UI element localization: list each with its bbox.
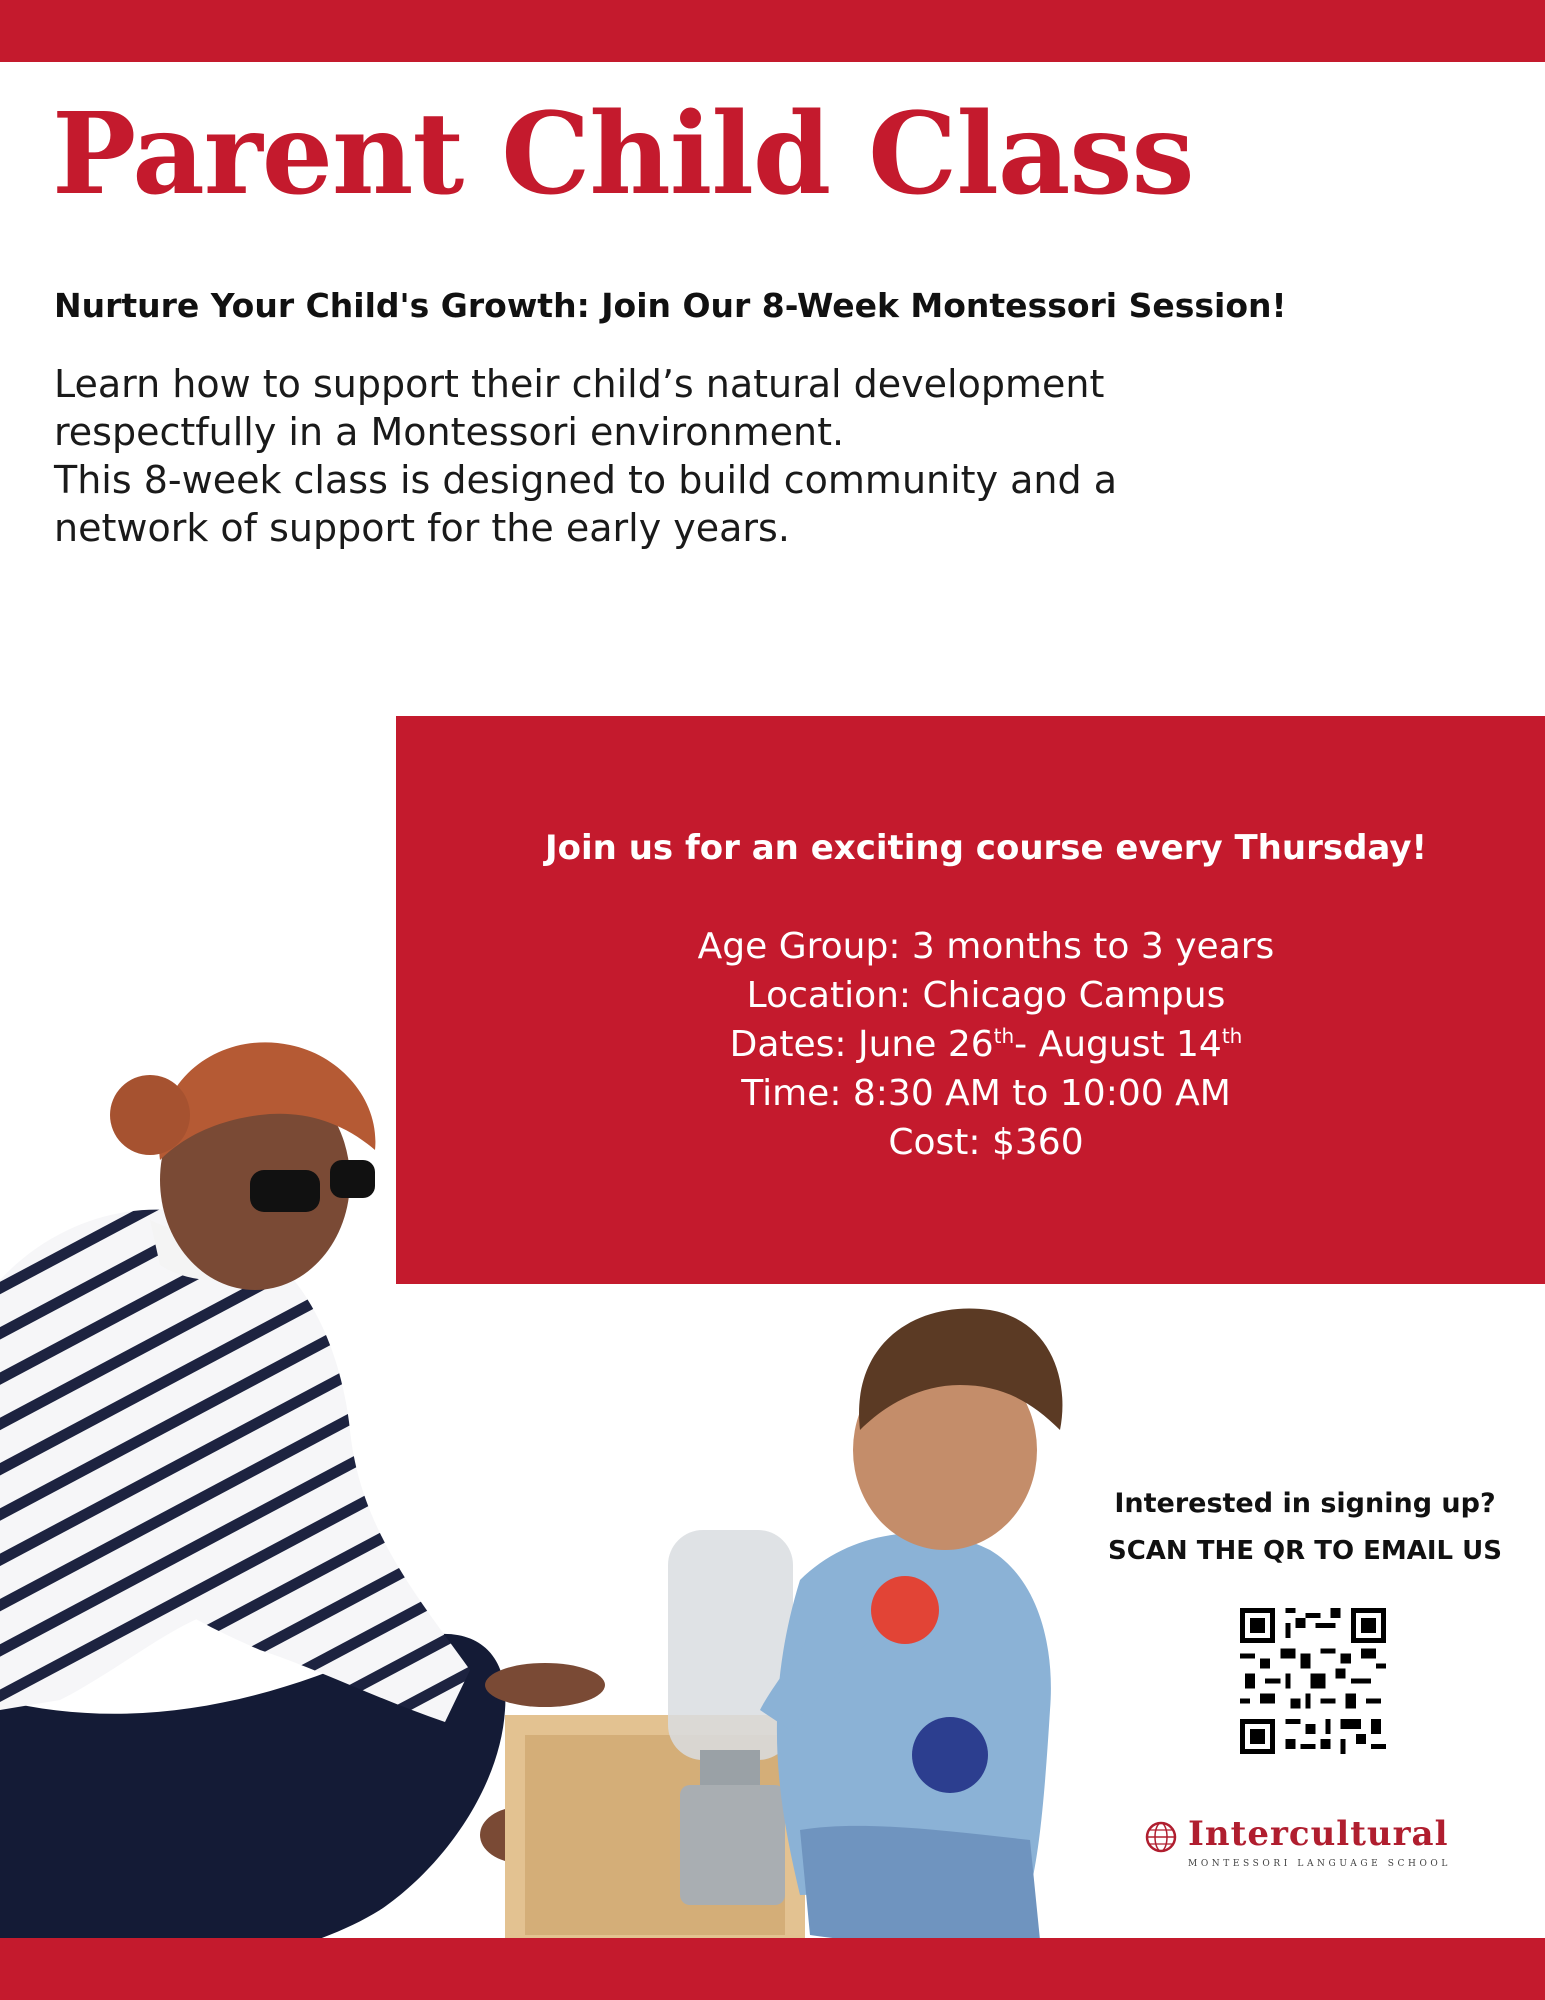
signup-question: Interested in signing up? bbox=[1114, 1488, 1496, 1519]
intro-paragraph: Learn how to support their child’s natural development respectfully in a Montessori environment. bbox=[54, 362, 1105, 454]
bottom-accent-bar bbox=[0, 1938, 1545, 2000]
course-info-heading: Join us for an exciting course every Thursday! bbox=[545, 828, 1427, 868]
globe-icon bbox=[1144, 1820, 1178, 1854]
page-title: Parent Child Class bbox=[52, 89, 1194, 220]
signup-instruction: SCAN THE QR TO EMAIL US bbox=[1108, 1536, 1502, 1566]
time: Time: 8:30 AM to 10:00 AM bbox=[741, 1073, 1231, 1114]
cost: Cost: $360 bbox=[888, 1122, 1084, 1163]
dates-start-suffix: th bbox=[993, 1024, 1015, 1048]
parent-child-photo bbox=[0, 1010, 1100, 2000]
qr-code[interactable] bbox=[1240, 1608, 1386, 1754]
flyer-subtitle: Nurture Your Child's Growth: Join Our 8-Week Montessori Session! bbox=[54, 286, 1287, 325]
dates-start: Dates: June 26 bbox=[729, 1024, 994, 1065]
dates-end-suffix: th bbox=[1221, 1024, 1243, 1048]
school-logo bbox=[1136, 1812, 1476, 1882]
intro-paragraph: This 8-week class is designed to build community and a network of support for the early years. bbox=[54, 458, 1117, 550]
logo-tagline: MONTESSORI LANGUAGE SCHOOL bbox=[1188, 1859, 1451, 1869]
top-accent-bar bbox=[0, 0, 1545, 62]
age-group: Age Group: 3 months to 3 years bbox=[697, 926, 1275, 967]
location: Location: Chicago Campus bbox=[746, 975, 1226, 1016]
logo-name: Intercultural bbox=[1188, 1814, 1449, 1854]
intro-text bbox=[54, 360, 1174, 552]
dates-end: - August 14 bbox=[1014, 1024, 1222, 1065]
